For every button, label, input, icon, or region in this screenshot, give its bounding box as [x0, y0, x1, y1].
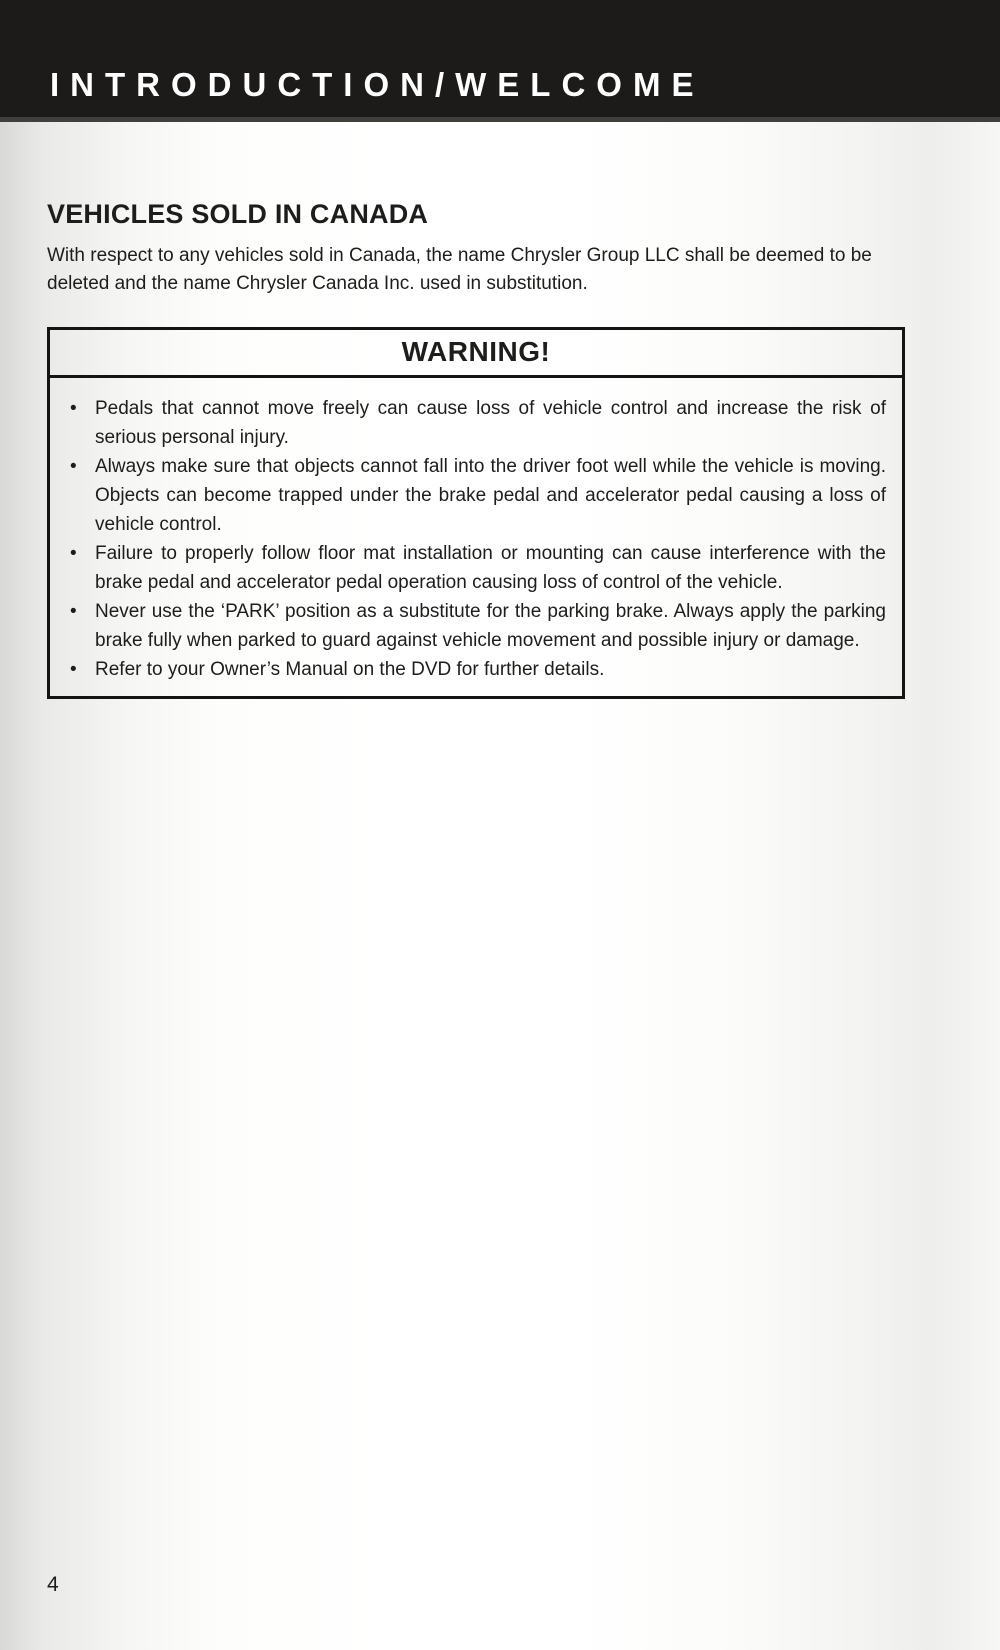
page-content — [47, 122, 905, 699]
section-paragraph: With respect to any vehicles sold in Canada, the name Chrysler Group LLC shall be deemed to be deleted and the name Chrysler Canada Inc. used in substitution. — [47, 245, 872, 294]
chapter-header-bar — [0, 0, 1000, 122]
warning-bullet-item: • Always make sure that objects cannot fall into the driver foot well while the vehicle is moving. Objects can become trapped under the brake pedal and accelerator pedal causing a loss of vehicle control. — [68, 452, 886, 539]
warning-box-title: WARNING! — [50, 330, 902, 378]
page-number: 4 — [47, 1573, 59, 1596]
chapter-title: INTRODUCTION/WELCOME — [50, 66, 705, 103]
warning-bullet-item: • Pedals that cannot move freely can cause loss of vehicle control and increase the risk of serious personal injury. — [68, 394, 886, 452]
warning-bullet-item: • Refer to your Owner’s Manual on the DVD for further details. — [68, 655, 886, 684]
warning-box — [47, 327, 905, 699]
section-heading: VEHICLES SOLD IN CANADA — [47, 199, 429, 229]
warning-bullet-item: • Failure to properly follow floor mat installation or mounting can cause interference with the brake pedal and accelerator pedal operation causing loss of control of the vehicle. — [68, 539, 886, 597]
warning-bullet-item: • Never use the ‘PARK’ position as a substitute for the parking brake. Always apply the parking brake fully when parked to guard against vehicle movement and possible injury or damage. — [68, 597, 886, 655]
warning-bullet-list — [50, 378, 902, 696]
